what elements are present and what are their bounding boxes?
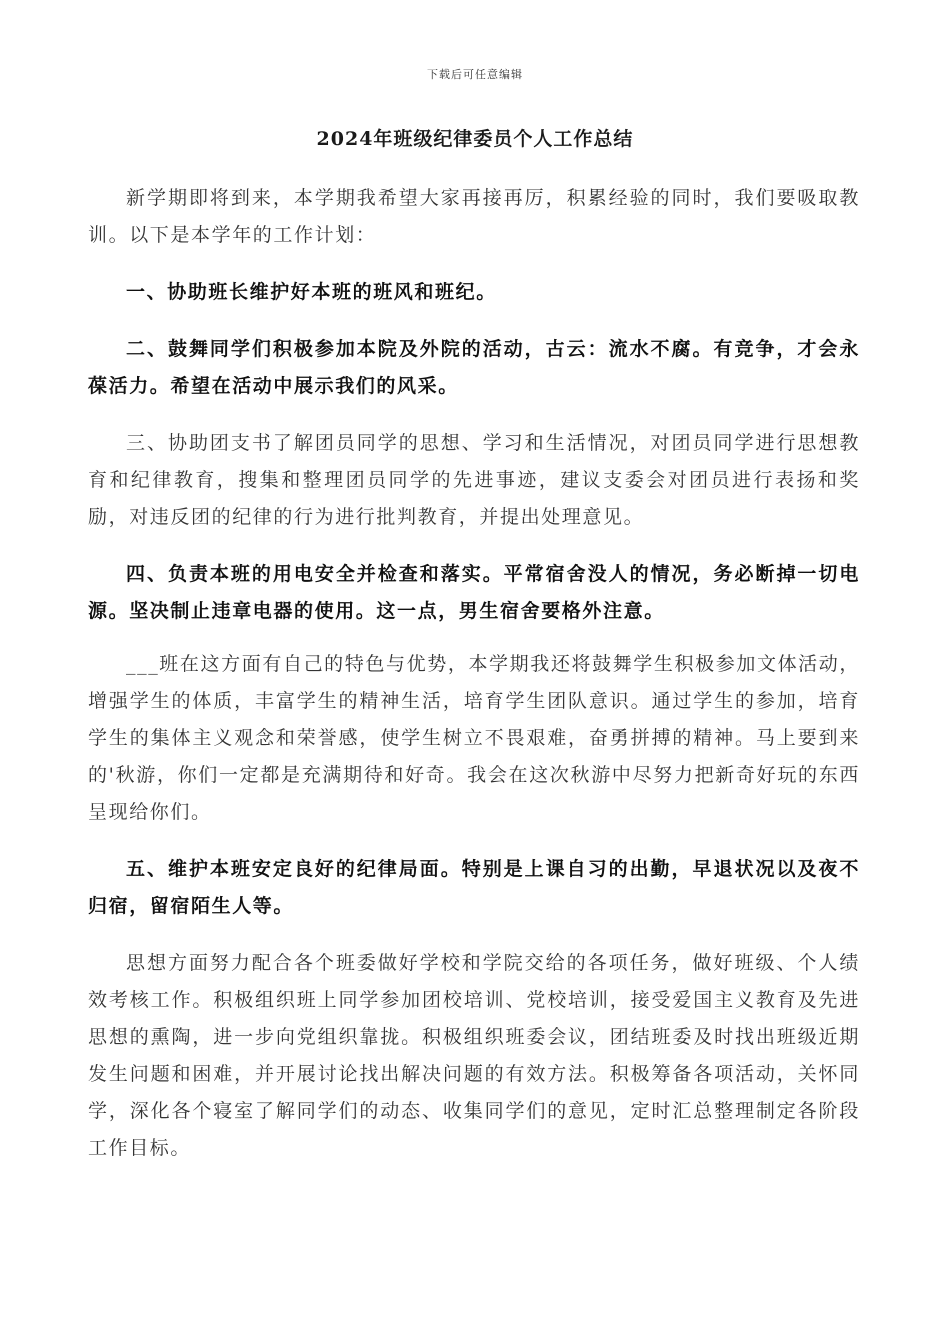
document-title: 2024年班级纪律委员个人工作总结 bbox=[316, 128, 634, 150]
paragraph-ideology: 思想方面努力配合各个班委做好学校和学院交给的各项任务，做好班级、个人绩效考核工作。积极组织班上同学参加团校培训、党校培训，接受爱国主义教育及先进思想的熏陶，进一步向党组织靠拢。积极组织班委会议，团结班委及时找出班级近期发生问题和困难，并开展讨论找出解决问题的有效方法。积极筹备各项活动，关怀同学，深化各个寝室了解同学们的动态、收集同学们的意见，定时汇总整理制定各阶段工作目标。 bbox=[88, 952, 860, 1159]
paragraph-item-1: 一、协助班长维护好本班的班风和班纪。 bbox=[126, 281, 497, 303]
paragraph-item-4: 四、负责本班的用电安全并检查和落实。平常宿舍没人的情况，务必断掉一切电源。坚决制止违章电器的使用。这一点，男生宿舍要格外注意。 bbox=[88, 563, 860, 622]
header-note: 下载后可任意编辑 bbox=[427, 68, 523, 81]
paragraph-item-5: 五、维护本班安定良好的纪律局面。特别是上课自习的出勤，早退状况以及夜不归宿，留宿陌生人等。 bbox=[88, 858, 860, 917]
paragraph-item-3: 三、协助团支书了解团员同学的思想、学习和生活情况，对团员同学进行思想教育和纪律教育，搜集和整理团员同学的先进事迹，建议支委会对团员进行表扬和奖励，对违反团的纪律的行为进行批判教育，并提出处理意见。 bbox=[88, 432, 860, 528]
document-body bbox=[88, 180, 860, 1167]
paragraph-item-2: 二、鼓舞同学们积极参加本院及外院的活动，古云：流水不腐。有竞争，才会永葆活力。希望在活动中展示我们的风采。 bbox=[88, 338, 860, 397]
paragraph-class-activities: ___班在这方面有自己的特色与优势，本学期我还将鼓舞学生积极参加文体活动，增强学生的体质，丰富学生的精神生活，培育学生团队意识。通过学生的参加，培育学生的集体主义观念和荣誉感，使学生树立不畏艰难，奋勇拼搏的精神。马上要到来的'秋游，你们一定都是充满期待和好奇。我会在这次秋游中尽努力把新奇好玩的东西呈现给你们。 bbox=[88, 653, 860, 823]
paragraph-intro: 新学期即将到来，本学期我希望大家再接再厉，积累经验的同时，我们要吸取教训。以下是本学年的工作计划： bbox=[88, 187, 860, 246]
